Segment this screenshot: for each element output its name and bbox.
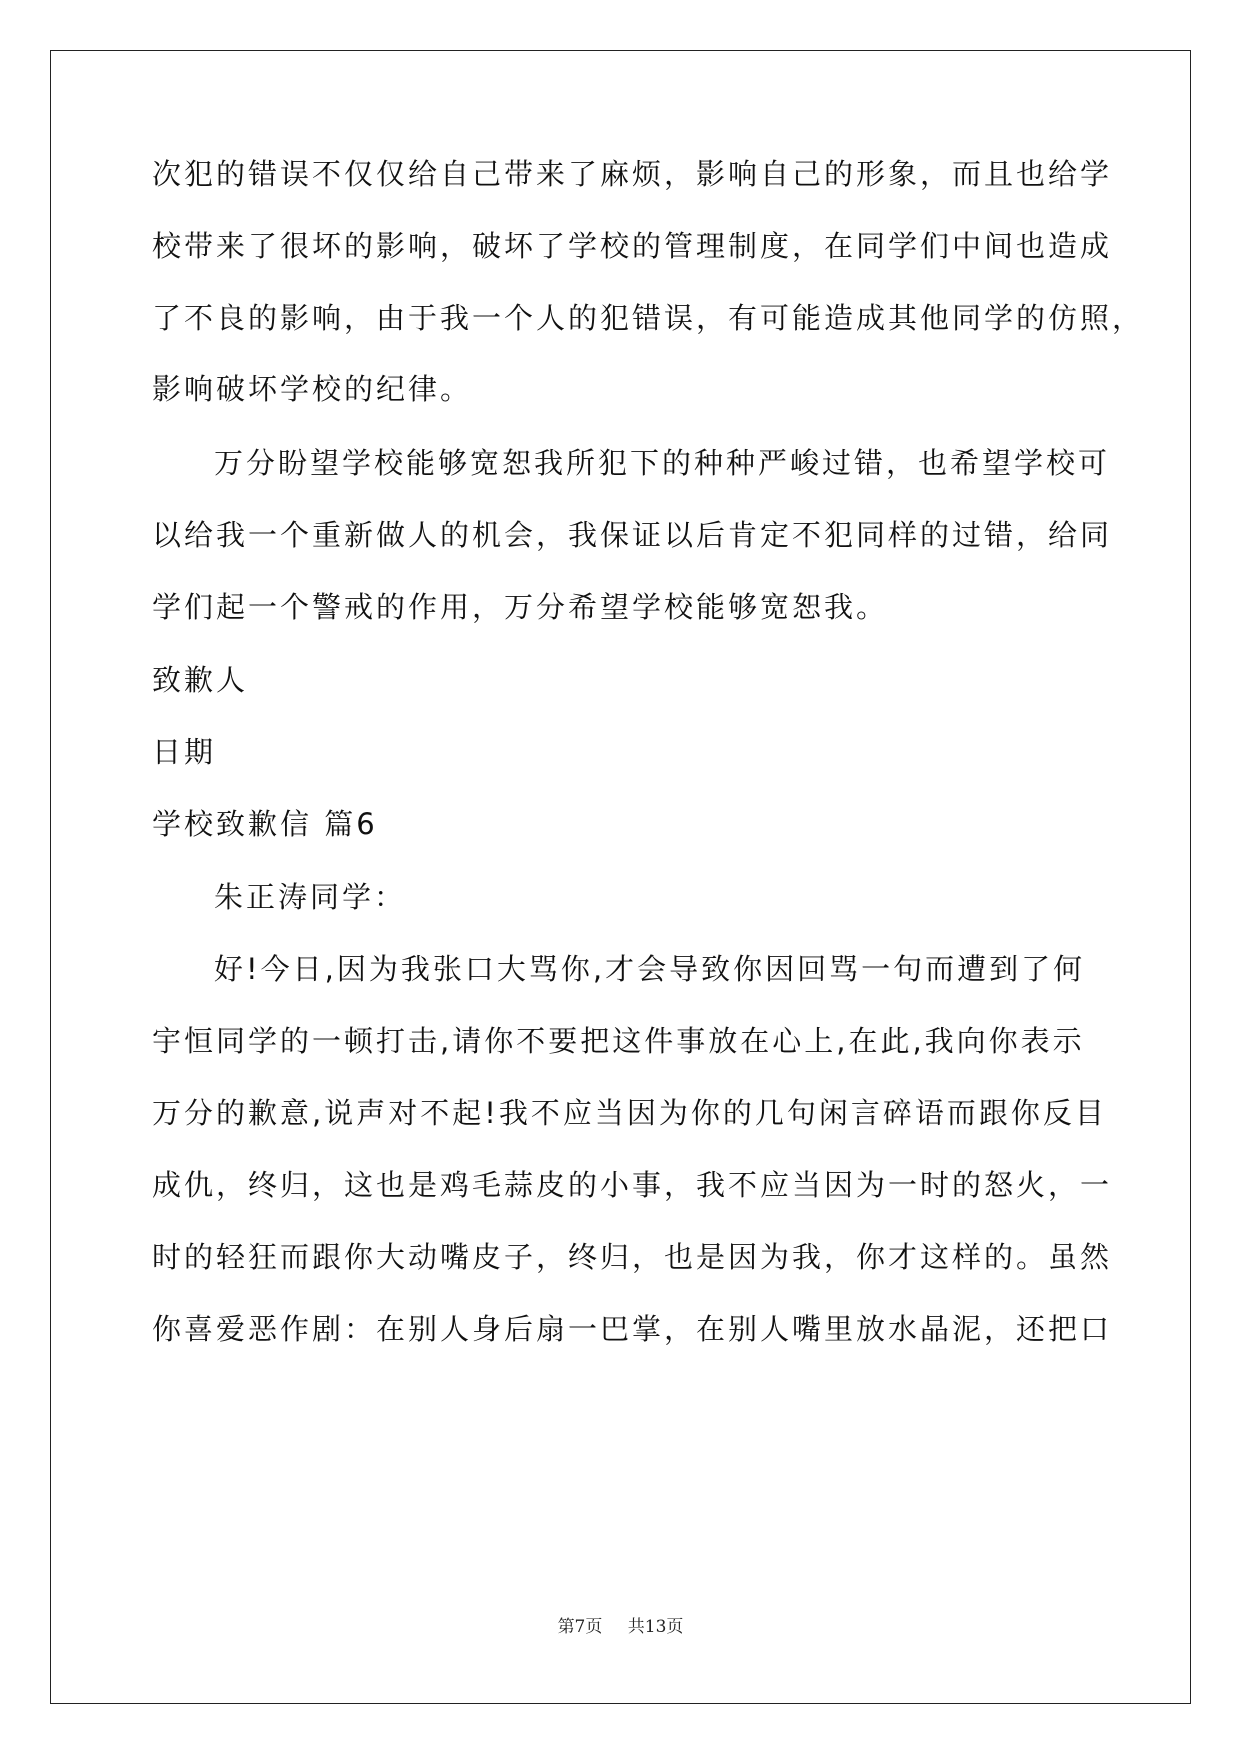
date-label: 日期 <box>152 735 217 769</box>
paragraph-first-line: 万分盼望学校能够宽恕我所犯下的种种严峻过错，也希望学校可 <box>214 446 1111 480</box>
section-heading: 学校致歉信 篇6 <box>152 807 378 841</box>
page-total: 共13页 <box>627 1617 684 1637</box>
text-line: 次犯的错误不仅仅给自己带来了麻烦，影响自己的形象，而且也给学 <box>152 157 1113 191</box>
text-line: 影响破坏学校的纪律。 <box>152 372 473 406</box>
page-footer <box>0 1612 1241 1637</box>
text-line: 你喜爱恶作剧：在别人身后扇一巴掌，在别人嘴里放水晶泥，还把口 <box>152 1312 1113 1346</box>
text-line: 时的轻狂而跟你大动嘴皮子，终归，也是因为我，你才这样的。虽然 <box>152 1240 1113 1274</box>
paragraph-first-line: 好!今日,因为我张口大骂你,才会导致你因回骂一句而遭到了何 <box>214 952 1086 986</box>
text-line: 了不良的影响，由于我一个人的犯错误，有可能造成其他同学的仿照， <box>152 301 1145 335</box>
page-number: 第7页 <box>557 1617 603 1637</box>
signature-label: 致歉人 <box>152 663 249 697</box>
text-line: 成仇，终归，这也是鸡毛蒜皮的小事，我不应当因为一时的怒火，一 <box>152 1168 1113 1202</box>
text-line: 校带来了很坏的影响，破坏了学校的管理制度，在同学们中间也造成 <box>152 229 1113 263</box>
text-line: 学们起一个警戒的作用，万分希望学校能够宽恕我。 <box>152 590 889 624</box>
text-line: 以给我一个重新做人的机会，我保证以后肯定不犯同样的过错，给同 <box>152 518 1113 552</box>
text-line: 宇恒同学的一顿打击,请你不要把这件事放在心上,在此,我向你表示 <box>152 1024 1085 1058</box>
text-line: 万分的歉意,说声对不起!我不应当因为你的几句闲言碎语而跟你反目 <box>152 1096 1107 1130</box>
salutation: 朱正涛同学： <box>214 880 407 914</box>
